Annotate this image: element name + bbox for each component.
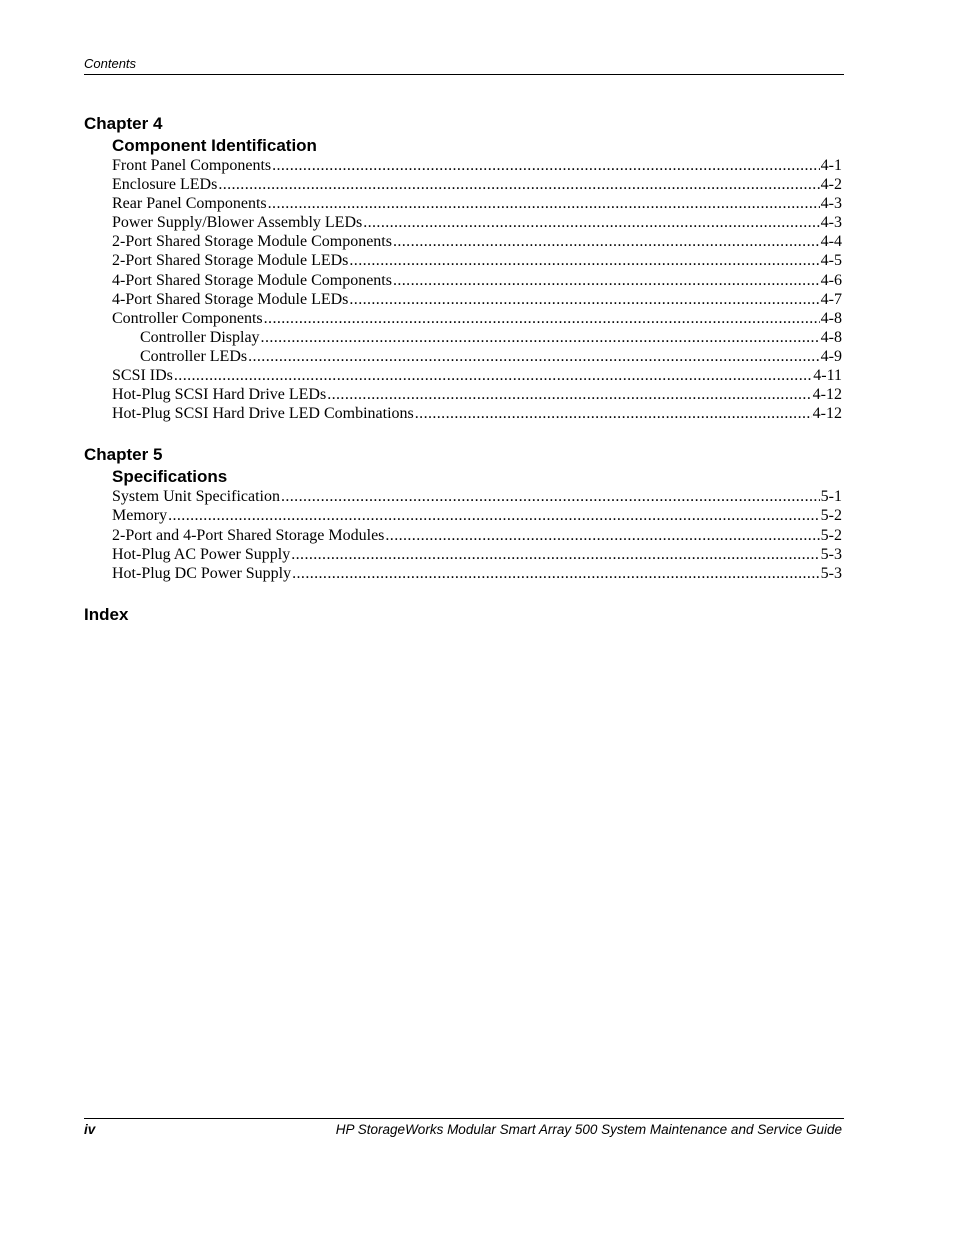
toc-entry[interactable] [112,487,842,506]
index-link[interactable]: Index [84,604,129,624]
toc-entry[interactable] [112,290,842,309]
toc-entry-title: Hot-Plug SCSI Hard Drive LEDs [112,386,327,404]
toc-entry-title: Controller LEDs [140,347,248,365]
dot-leader [363,213,819,232]
toc-entry-page-number: 4-2 [820,176,842,194]
chapter-section [84,444,842,582]
toc-entry-page-number: 4-1 [820,157,842,174]
running-footer [84,1118,844,1139]
toc-entry-title: Hot-Plug SCSI Hard Drive LED Combinations [112,405,414,423]
toc-entry-page-number: 4-8 [820,328,842,346]
toc-entry-title: Enclosure LEDs [112,176,218,194]
dot-leader [349,251,819,270]
toc-entry-title: 2-Port Shared Storage Module LEDs [112,252,349,270]
dot-leader [272,156,820,175]
dot-leader [264,309,820,328]
toc-entry-page-number: 5-3 [820,564,842,582]
toc-entry[interactable] [112,545,842,564]
toc-entry-title: Front Panel Components [112,157,272,174]
dot-leader [327,385,811,404]
toc-entry[interactable] [112,385,842,404]
dot-leader [261,328,820,347]
toc-entry-page-number: 4-5 [820,252,842,270]
toc-entry-page-number: 5-3 [820,545,842,563]
toc-entry-page-number: 4-8 [820,309,842,327]
running-header [84,56,844,75]
dot-leader [291,545,819,564]
toc-entry-page-number: 5-2 [820,526,842,544]
toc-entry[interactable] [112,175,842,194]
toc-entry-title: 2-Port and 4-Port Shared Storage Modules [112,526,385,544]
toc-entry-page-number: 5-2 [820,507,842,525]
dot-leader [415,404,812,423]
toc-entry[interactable] [112,271,842,290]
toc-entry-page-number: 4-3 [820,195,842,213]
toc-entry-title: 4-Port Shared Storage Module Components [112,271,392,289]
dot-leader [349,290,819,309]
toc-entry[interactable] [112,309,842,328]
toc-entry-title: SCSI IDs [112,367,173,385]
dot-leader [281,487,820,506]
toc-entry-page-number: 4-12 [812,386,842,404]
toc-entry[interactable] [112,251,842,270]
dot-leader [268,194,820,213]
toc-entry-list [84,487,842,582]
chapter-section [84,113,842,423]
toc-entry[interactable] [112,366,842,385]
toc-entry-title: Controller Display [140,328,260,346]
toc-entry-page-number: 4-4 [820,233,842,251]
toc-entry-list [84,156,842,423]
dot-leader [292,564,820,583]
table-of-contents [84,113,842,626]
chapter-title[interactable]: Component Identification [112,136,317,155]
toc-entry[interactable] [112,213,842,232]
toc-entry-page-number: 4-3 [820,214,842,232]
dot-leader [393,271,820,290]
chapter-label: Chapter 5 [84,445,163,465]
dot-leader [385,526,819,545]
toc-entry-title: Memory [112,507,168,525]
toc-entry-page-number: 5-1 [820,488,842,506]
toc-entry-title: Hot-Plug AC Power Supply [112,545,291,563]
document-title: HP StorageWorks Modular Smart Array 500 System Maintenance and Service Guide [335,1122,842,1137]
dot-leader [218,175,819,194]
chapter-title[interactable]: Specifications [112,467,228,487]
toc-entry-title: Power Supply/Blower Assembly LEDs [112,214,363,232]
toc-entry[interactable] [112,526,842,545]
toc-entry[interactable] [112,404,842,423]
toc-entry[interactable] [140,328,842,347]
toc-entry-title: Controller Components [112,309,263,327]
toc-entry-title: Hot-Plug DC Power Supply [112,564,292,582]
toc-entry-page-number: 4-6 [820,271,842,289]
header-section-label: Contents [84,56,137,71]
dot-leader [248,347,820,366]
toc-entry-page-number: 4-7 [820,290,842,308]
toc-entry-title: Rear Panel Components [112,195,267,213]
toc-entry-title: System Unit Specification [112,488,280,506]
dot-leader [393,232,820,251]
toc-entry-page-number: 4-12 [812,405,842,423]
toc-entry-title: 2-Port Shared Storage Module Components [112,233,392,251]
page-folio: iv [84,1122,96,1137]
chapter-label: Chapter 4 [84,114,163,133]
toc-entry[interactable] [140,347,842,366]
toc-entry-page-number: 4-9 [820,347,842,365]
toc-entry[interactable] [112,194,842,213]
toc-entry[interactable] [112,156,842,175]
toc-entry[interactable] [112,232,842,251]
toc-entry-title: 4-Port Shared Storage Module LEDs [112,290,349,308]
toc-entry[interactable] [112,506,842,525]
dot-leader [174,366,812,385]
toc-entry-page-number: 4-11 [813,367,842,385]
toc-entry[interactable] [112,564,842,583]
chapter-list [84,113,842,583]
dot-leader [168,506,820,525]
